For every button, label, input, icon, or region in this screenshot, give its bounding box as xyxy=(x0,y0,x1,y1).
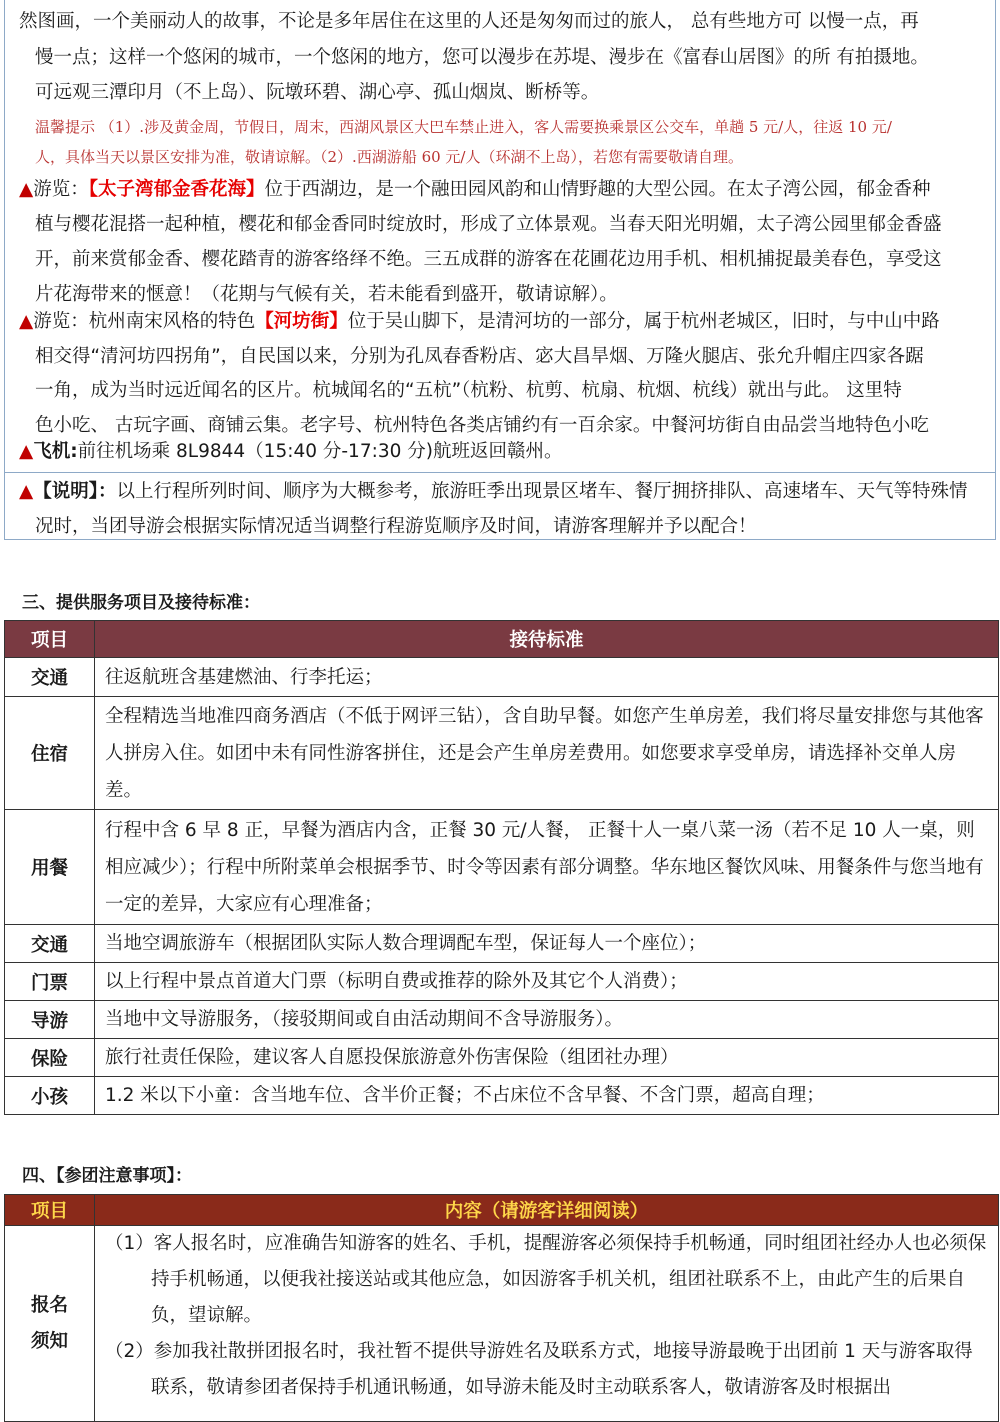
row-label-line-2: 须知 xyxy=(30,1330,68,1352)
note-label: 【说明】： xyxy=(33,481,117,502)
itinerary-box xyxy=(4,0,996,540)
notices-table xyxy=(4,1194,999,1422)
notices-header-content: 内容（请游客详细阅读） xyxy=(95,1195,999,1226)
notices-header-item: 项目 xyxy=(5,1195,95,1226)
notice-item: （1）客人报名时，应准确告知游客的姓名、手机，提醒游客必须保持手机畅通，同时组团社经办人也必须保持手机畅通，以便我社接送站或其他应急，如因游客手机关机，组团社联系不上，由此产生的后果自负，望谅解。 xyxy=(105,1233,987,1326)
flight-label: 飞机: xyxy=(33,441,78,462)
intro-line-2: 慢一点；这样一个悠闲的城市，一个悠闲的地方，您可以漫步在苏堤、漫步在《富春山居图》的所 有拍摄地。 xyxy=(35,47,929,68)
tour-taiziwan-line-1 xyxy=(19,172,985,208)
flight-line xyxy=(19,434,985,470)
tour-text: 位于吴山脚下，是清河坊的一部分，属于杭州老城区，旧时，与中山中路 xyxy=(347,311,940,332)
row-content: 往返航班含基建燃油、行李托运； xyxy=(95,658,999,697)
tour-text: 位于西湖边，是一个融田园风韵和山情野趣的大型公园。在太子湾公园，郁金香种 xyxy=(264,179,931,200)
triangle-marker-icon: ▲ xyxy=(19,481,34,502)
note-line-2: 况时，当团导游会根据实际情况适当调整行程游览顺序及时间，请游客理解并予以配合！ xyxy=(35,516,757,537)
row-content: 当地中文导游服务，（接驳期间或自由活动期间不含导游服务）。 xyxy=(95,1001,999,1039)
table-row xyxy=(5,1226,999,1422)
notice-item: （2）参加我社散拼团报名时，我社暂不提供导游姓名及联系方式，地接导游最晚于出团前 1 天与游客取得联系，敬请参团者保持手机通讯畅通，如导游未能及时主动联系客人，敬请游客及时根据出 xyxy=(105,1341,973,1398)
tour-hefang-line-4: 色小吃、 古玩字画、商铺云集。老字号、杭州特色各类店铺约有一百余家。中餐河坊街自由品尝当地特色小吃 xyxy=(35,415,929,436)
row-label: 小孩 xyxy=(5,1077,95,1115)
table-row xyxy=(5,1039,999,1077)
table-row xyxy=(5,963,999,1001)
tip-line-1: 温馨提示 （1）.涉及黄金周，节假日，周末，西湖风景区大巴车禁止进入，客人需要换乘景区公交车，单趟 5 元/人，往返 10 元/ xyxy=(35,118,892,136)
tour-prefix: 游览： xyxy=(33,179,89,200)
tour-taiziwan-line-2: 植与樱花混搭一起种植，樱花和郁金香同时绽放时，形成了立体景观。当春天阳光明媚，太子湾公园里郁金香盛 xyxy=(35,214,942,235)
tour-hefang-line-1 xyxy=(19,304,985,340)
services-header-item: 项目 xyxy=(5,621,95,658)
services-header-standard: 接待标准 xyxy=(95,621,999,658)
row-label-line-1: 报名 xyxy=(30,1294,68,1316)
tour-highlight-hefang: 【河坊街】 xyxy=(255,311,348,332)
tip-line-2: 人，具体当天以景区安排为准，敬请谅解。（2）.西湖游船 60 元/人（环湖不上岛），若您有需要敬请自理。 xyxy=(35,148,743,166)
tour-prefix: 游览：杭州南宋风格的特色 xyxy=(33,311,256,332)
row-label: 住宿 xyxy=(5,697,95,810)
row-label: 用餐 xyxy=(5,810,95,925)
table-row xyxy=(5,658,999,697)
tour-hefang-line-3: 一角，成为当时远近闻名的区片。杭城闻名的“五杭”（杭粉、杭剪、杭扇、杭烟、杭线）就出与此。 这里特 xyxy=(35,380,902,401)
table-row xyxy=(5,1077,999,1115)
table-row xyxy=(5,810,999,925)
row-content: 1.2 米以下小童：含当地车位、含半价正餐；不占床位不含早餐、不含门票，超高自理； xyxy=(95,1077,999,1115)
row-content: 旅行社责任保险，建议客人自愿投保旅游意外伤害保险（组团社办理） xyxy=(95,1039,999,1077)
row-content: 行程中含 6 早 8 正，早餐为酒店内含，正餐 30 元/人餐， 正餐十人一桌八菜一汤（若不足 10 人一桌，则相应减少）；行程中所附菜单会根据季节、时令等因素有部分调整。华东地区餐饮风味、用餐条件与您当地有一定的差异，大家应有心理准备； xyxy=(95,810,999,925)
note-text: 以上行程所列时间、顺序为大概参考，旅游旺季出现景区堵车、餐厅拥挤排队、高速堵车、天气等特殊情 xyxy=(116,481,968,502)
flight-text: 前往机场乘 8L9844（15:40 分-17:30 分)航班返回赣州。 xyxy=(77,441,563,462)
tour-taiziwan-line-4: 片花海带来的惬意！（花期与气候有关，若未能看到盛开，敬请谅解）。 xyxy=(35,284,618,305)
note-line-1 xyxy=(19,474,985,510)
divider xyxy=(5,472,995,473)
notices-section-title: 四、【参团注意事项】： xyxy=(22,1166,192,1186)
row-label: 保险 xyxy=(5,1039,95,1077)
tour-hefang-line-2: 相交得“清河坊四拐角”，自民国以来，分别为孔凤春香粉店、宓大昌旱烟、万隆火腿店、张允升帽庄四家各踞 xyxy=(35,346,924,367)
row-label: 门票 xyxy=(5,963,95,1001)
services-section-title: 三、提供服务项目及接待标准： xyxy=(22,593,260,613)
tour-highlight-taiziwan: 【太子湾郁金香花海】 xyxy=(88,179,265,200)
tour-taiziwan-line-3: 开，前来赏郁金香、樱花踏青的游客络绎不绝。三五成群的游客在花圃花边用手机、相机捕捉最美春色，享受这 xyxy=(35,249,942,270)
table-row xyxy=(5,697,999,810)
row-label xyxy=(5,1226,95,1422)
row-label: 交通 xyxy=(5,925,95,963)
services-table xyxy=(4,620,999,1115)
row-label: 导游 xyxy=(5,1001,95,1039)
row-content: 以上行程中景点首道大门票（标明自费或推荐的除外及其它个人消费）； xyxy=(95,963,999,1001)
table-row xyxy=(5,1001,999,1039)
intro-line-3: 可远观三潭印月（不上岛）、阮墩环碧、湖心亭、孤山烟岚、断桥等。 xyxy=(35,82,600,103)
triangle-marker-icon: ▲ xyxy=(19,179,34,200)
table-row xyxy=(5,925,999,963)
triangle-marker-icon: ▲ xyxy=(19,311,34,332)
triangle-marker-icon: ▲ xyxy=(19,441,34,462)
row-content xyxy=(95,1226,999,1422)
intro-line-1: 然图画，一个美丽动人的故事，不论是多年居住在这里的人还是匆匆而过的旅人， 总有些地方可 以慢一点，再 xyxy=(19,11,919,32)
row-content: 当地空调旅游车（根据团队实际人数合理调配车型，保证每人一个座位）； xyxy=(95,925,999,963)
row-content: 全程精选当地准四商务酒店（不低于网评三钻），含自助早餐。如您产生单房差，我们将尽量安排您与其他客人拼房入住。如团中未有同性游客拼住，还是会产生单房差费用。如您要求享受单房，请选择补交单人房差。 xyxy=(95,697,999,810)
row-label: 交通 xyxy=(5,658,95,697)
